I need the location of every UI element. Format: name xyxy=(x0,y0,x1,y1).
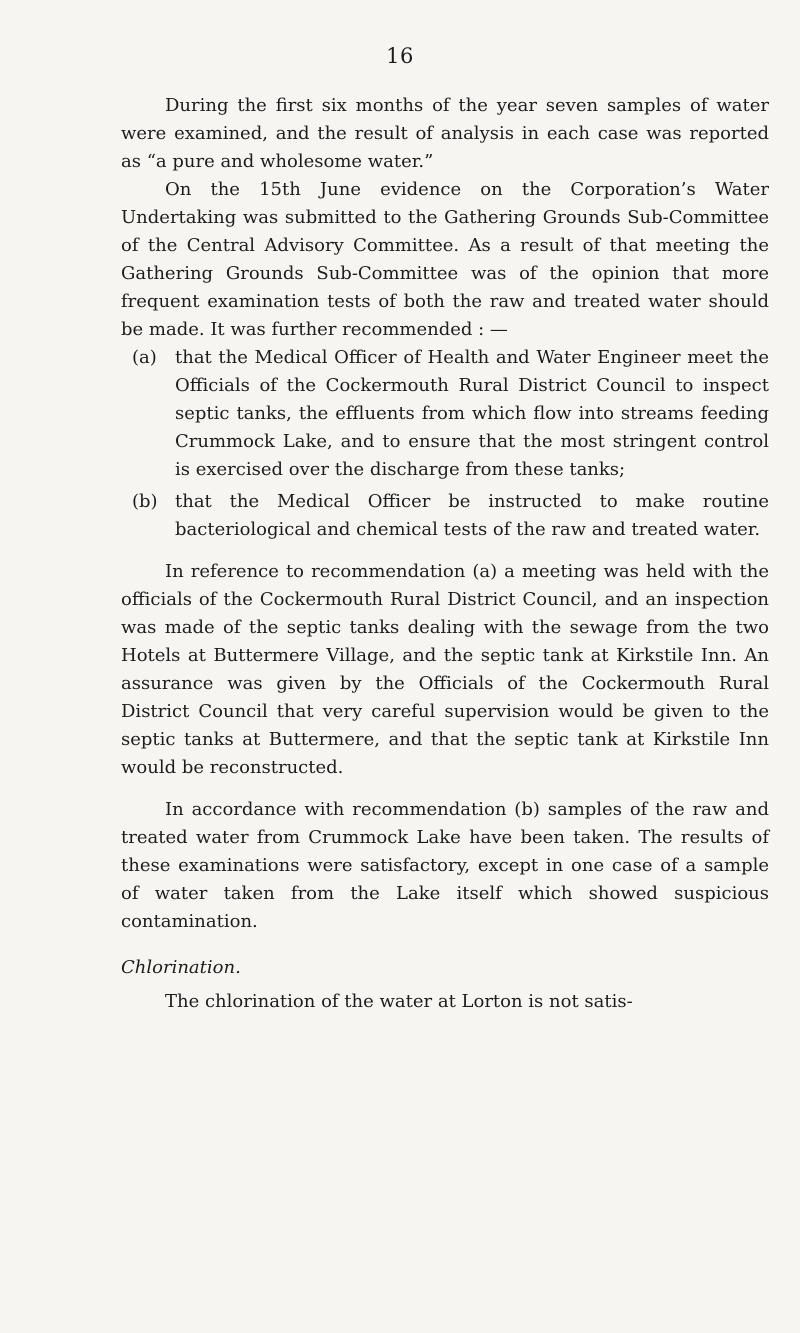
recommendation-item-a xyxy=(121,344,769,484)
recommendation-list xyxy=(121,344,769,544)
document-body xyxy=(121,92,769,1016)
section-heading-chlorination: Chlorination. xyxy=(121,957,241,978)
recommendation-text: that the Medical Officer be instructed to make routine bacteriological and chemical tests of the raw and treated water. xyxy=(175,491,769,540)
paragraph-recommendation-b-outcome: In accordance with recommendation (b) samples of the raw and treated water from Crummock Lake have been taken. The results of these examinations were satisfactory, except in one case of a sample of water taken from the Lake itself which showed suspicious contamination. xyxy=(121,799,769,932)
page-number: 16 xyxy=(386,44,414,68)
paragraph-gathering-grounds: On the 15th June evidence on the Corporation’s Water Undertaking was submitted to the Gathering Grounds Sub-Committee of the Central Advisory Committee. As a result of that meeting the Gathering Grounds Sub-Committee was of the opinion that more frequent examination tests of both the raw and treated water should be made. It was further recommended : — xyxy=(121,179,769,340)
recommendation-text: that the Medical Officer of Health and Water Engineer meet the Officials of the Cockermouth Rural District Council to inspect septic tanks, the effluents from which flow into streams feeding Crummock Lake, and to ensure that the most stringent control is exercised over the discharge from these tanks; xyxy=(175,347,769,480)
recommendation-marker: (a) xyxy=(132,347,157,368)
recommendation-marker: (b) xyxy=(132,491,158,512)
recommendation-item-b xyxy=(121,488,769,544)
paragraph-samples-summary: During the first six months of the year seven samples of water were examined, and the result of analysis in each case was reported as “a pure and wholesome water.” xyxy=(121,95,769,172)
paragraph-chlorination: The chlorination of the water at Lorton is not satis- xyxy=(165,991,633,1012)
paragraph-recommendation-a-outcome: In reference to recommendation (a) a meeting was held with the officials of the Cockermouth Rural District Council, and an inspection was made of the septic tanks dealing with the sewage from the two Hotels at Buttermere Village, and the septic tank at Kirkstile Inn. An assurance was given by the Officials of the Cockermouth Rural District Council that very careful supervision would be given to the septic tanks at Buttermere, and that the septic tank at Kirkstile Inn would be reconstructed. xyxy=(121,561,769,778)
